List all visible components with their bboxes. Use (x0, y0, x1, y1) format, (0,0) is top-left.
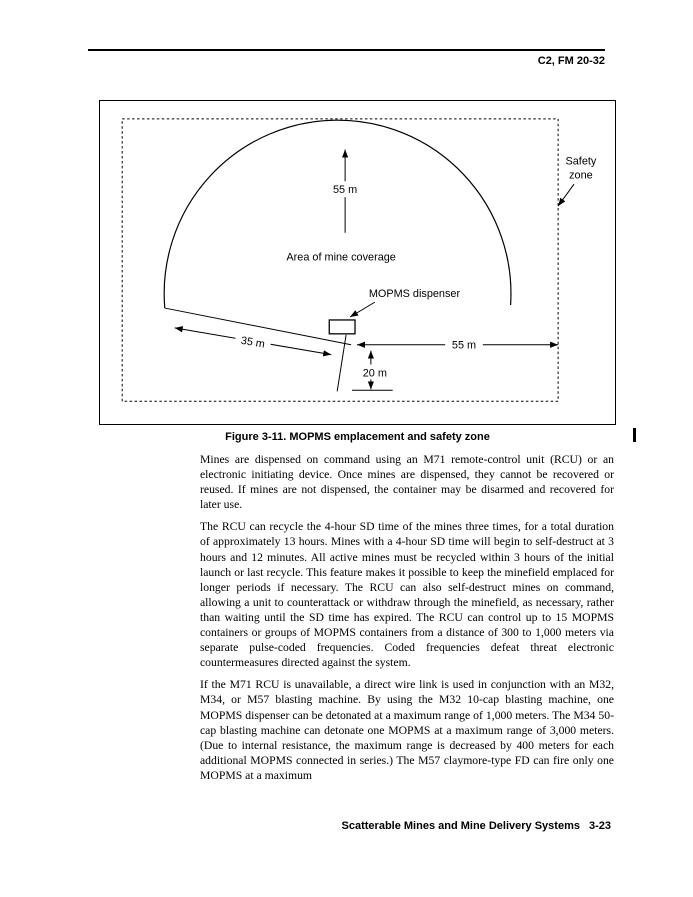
safety-zone-pointer-arrow (558, 184, 574, 206)
body-paragraph: Mines are dispensed on command using an M71 remote-control unit (RCU) or an electronic initiating device. Once mines are dispensed, they cannot be recovered or reused. If mines are not dispensed, the container may be disarmed and recovered for later use. (200, 453, 614, 512)
radius-55m-label: 55 m (333, 184, 358, 197)
area-of-coverage-label: Area of mine coverage (286, 251, 396, 264)
figure-box (99, 100, 616, 425)
mopms-dispenser-rect (329, 320, 355, 334)
header-doc-ref: C2, FM 20-32 (537, 55, 605, 67)
safety-zone-label-line2: zone (569, 169, 593, 182)
mopms-dispenser-label: MOPMS dispenser (368, 288, 461, 301)
dim-35m-label-group (234, 331, 272, 352)
dispenser-pointer-arrow (350, 302, 375, 317)
header-rule (88, 49, 605, 51)
dim-55m-label: 55 m (451, 339, 477, 352)
footer-section-title: Scatterable Mines and Mine Delivery Systems (341, 820, 580, 832)
footer-page-number: 3-23 (588, 820, 611, 832)
body-text (200, 452, 614, 783)
mopms-diagram (100, 101, 614, 423)
change-bar (633, 428, 636, 442)
safety-zone-label-line1: Safety (565, 155, 597, 168)
dim-20m-label: 20 m (362, 367, 387, 380)
body-paragraph: The RCU can recycle the 4-hour SD time of the mines three times, for a total duration of approximately 13 hours. Mines with a 4-hour SD time will begin to self-destruct at 3 hours and 12 minutes. All active mines must be recycled within 3 hours of the initial launch or last recycle. This feature makes it possible to keep the minefield emplaced for longer periods if necessary. The RCU can also self-destruct mines on command, allowing a unit to counterattack or withdraw through the minefield, as necessary, rather than waiting until the SD time has expired. The RCU can control up to 15 MOPMS containers or groups of MOPMS containers from a distance of 300 to 1,000 meters via separate pulse-coded frequencies. Coded frequencies defeat threat electronic countermeasures directed against the system. (200, 520, 614, 670)
figure-caption: Figure 3-11. MOPMS emplacement and safety zone (225, 431, 490, 443)
body-paragraph: If the M71 RCU is unavailable, a direct wire link is used in conjunction with an M32, M34, or M57 blasting machine. By using the M32 10-cap blasting machine, one MOPMS dispenser can be detonated at a maximum range of 1,000 meters. The M34 50-cap blasting machine can detonate one MOPMS at a maximum range of 3,000 meters. (Due to internal resistance, the maximum range is decreased by 400 meters for each additional MOPMS connected in series.) The M57 claymore-type FD can fire only one MOPMS at a maximum (200, 678, 614, 782)
mine-coverage-arc (164, 120, 511, 308)
page-footer (200, 820, 611, 832)
dim-35m-label: 35 m (239, 334, 266, 351)
